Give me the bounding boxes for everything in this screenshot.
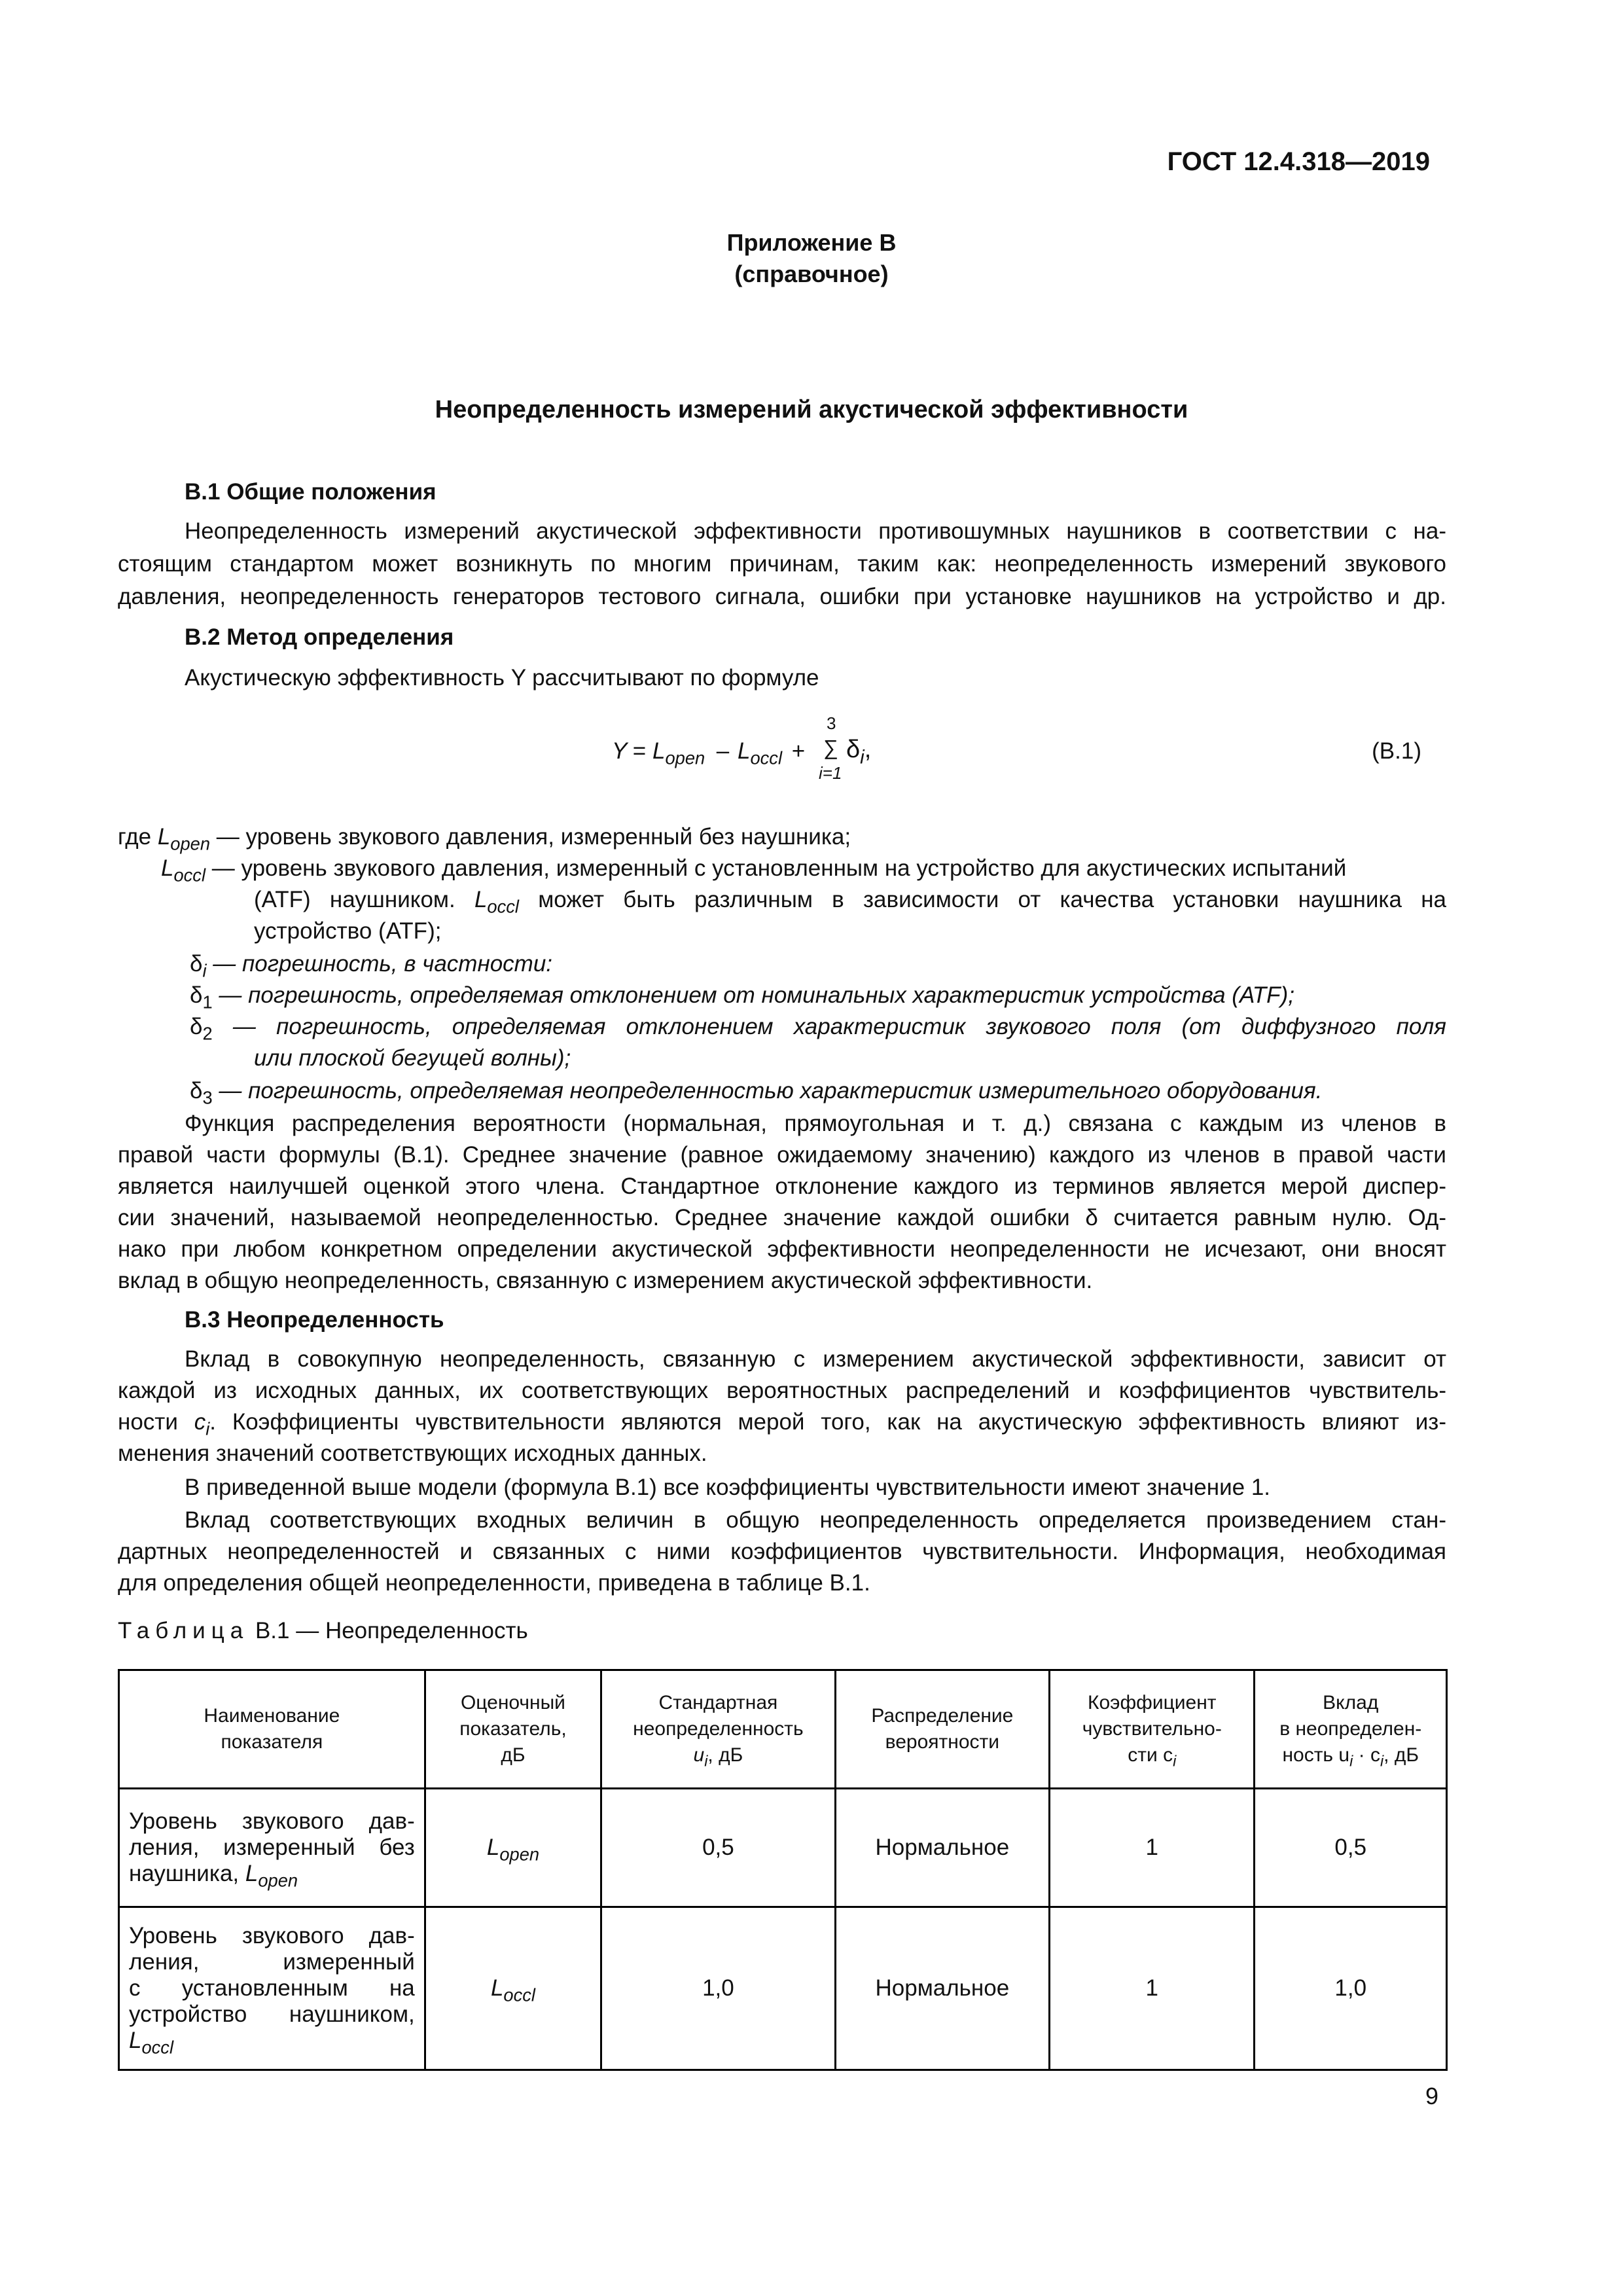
def-l-occl-2 — [254, 884, 1446, 916]
row-1-contribution: 0,5 — [1255, 1789, 1447, 1907]
row-1-coefficient: 1 — [1050, 1789, 1255, 1907]
def-delta-2-text1: — погрешность, определяемая отклонением характеристик звукового поля (от диффузного поля — [212, 1014, 1446, 1039]
s3-p1-line-3 — [118, 1407, 1446, 1438]
s3-p3-line-2: дартных неопределенностей и связанных с ними коэффициентов чувствительности. Информация, необходимая — [118, 1539, 1446, 1564]
s2-para-1: Функция распределения вероятности (нормальная, прямоугольная и т. д.) связана с каждым из членов в — [185, 1111, 1446, 1136]
def-delta-3 — [190, 1075, 1322, 1107]
def-l-open-sym: L — [157, 824, 171, 850]
row-2-u: 1,0 — [601, 1907, 835, 2070]
def-l-occl-1 — [161, 853, 1346, 884]
row-2-estimate: $L_{occl}$ — [425, 1907, 601, 2070]
header-standard-uncertainty: Стандартная неопределенность $u_i$, дБ — [601, 1670, 835, 1789]
def-delta-1-text: — погрешность, определяемая отклонением от номинальных характеристик устройства (АТF); — [212, 982, 1294, 1008]
table-row — [119, 1907, 1447, 2070]
formula-delta-symbol: δ — [846, 736, 861, 763]
def-delta-1 — [190, 980, 1294, 1011]
header-name: Наименование показателя — [119, 1670, 425, 1789]
s2-para-4: сии значений, называемой неопределенностью. Среднее значение каждой ошибки δ считается равным нулю. Од- — [118, 1205, 1446, 1230]
formula-l-occl — [738, 738, 783, 768]
formula-sum-top: 3 — [827, 713, 836, 733]
def-l-open — [118, 821, 851, 853]
s3-p3-line-1: Вклад соответствующих входных величин в общую неопределенность определяется произведением стан- — [185, 1507, 1446, 1533]
section-3-heading: В.3 Неопределенность — [185, 1307, 444, 1333]
s2-para-6: вклад в общую неопределенность, связанную с измерением акустической эффективности. — [118, 1268, 1093, 1293]
def-delta-3-text: — погрешность, определяемая неопределенностью характеристик измерительного оборудования. — [212, 1078, 1323, 1103]
formula-open-sub: open — [665, 747, 705, 768]
s2-para-5: нако при любом конкретном определении акустической эффективности неопределенности не исчезают, они вносят — [118, 1236, 1446, 1262]
formula-l2: L — [738, 738, 751, 764]
formula-delta — [846, 736, 872, 768]
standard-number: ГОСТ 12.4.318—2019 — [1167, 147, 1430, 176]
s1-line-1: Неопределенность измерений акустической эффективности противошумных наушников в соответствии с на- — [185, 518, 1446, 544]
def-delta-3-sym: δ — [190, 1078, 203, 1103]
def-delta-i-sub: i — [202, 960, 207, 981]
formula-sum-sign: ∑ — [823, 736, 838, 759]
def-l-occl-sub: occl — [173, 865, 206, 886]
s1-line-3: давления, неопределенность генераторов тестового сигнала, ошибки при установке наушников на устройство и др. — [118, 584, 1446, 609]
header-contribution: Вклад в неопределен- ность $u_i \cdot c_i$, дБ — [1255, 1670, 1447, 1789]
header-estimate: Оценочный показатель, дБ — [425, 1670, 601, 1789]
row-2-contribution: 1,0 — [1255, 1907, 1447, 2070]
formula-comma: , — [864, 736, 872, 763]
def-l-occl-text1: — уровень звукового давления, измеренный с установленным на устройство для акустических испытаний — [205, 855, 1347, 881]
formula-plus: + — [785, 738, 806, 764]
appendix-status: (справочное) — [734, 260, 889, 287]
s3-p1-line-3b: . Коэффициенты чувствительности являются мерой того, как на акустическую эффективность влияют из- — [209, 1409, 1446, 1435]
def-l-open-text: — уровень звукового давления, измеренный без наушника; — [210, 824, 851, 850]
formula-number: (В.1) — [1372, 738, 1421, 764]
appendix-title: Приложение В — [726, 229, 897, 256]
s3-p1-line-3a: ности — [118, 1409, 194, 1435]
table-row — [119, 1789, 1447, 1907]
where-word: где — [118, 824, 158, 850]
s3-ci: c — [194, 1409, 206, 1435]
row-1-distribution: Нормальное — [835, 1789, 1049, 1907]
section-2-heading: В.2 Метод определения — [185, 624, 454, 650]
def-l-occl-sub2: occl — [487, 896, 519, 917]
main-title: Неопределенность измерений акустической эффективности — [435, 396, 1188, 423]
s3-p2: В приведенной выше модели (формула В.1) все коэффициенты чувствительности имеют значение 1. — [185, 1475, 1271, 1500]
def-l-occl-3: устройство (АТF); — [254, 918, 442, 944]
formula-minus: – — [710, 738, 736, 764]
def-delta-1-sym: δ — [190, 982, 203, 1008]
def-delta-1-sub: 1 — [202, 992, 213, 1013]
row-1-name: Уровень звукового дав- ления, измеренный без наушника, $L_{open}$ — [119, 1789, 425, 1907]
def-l-occl-text2b: может быть различным в зависимости от качества установки наушника на — [518, 887, 1446, 912]
formula-sum-bottom — [819, 763, 842, 783]
def-l-open-sub: open — [170, 833, 211, 854]
formula-l-open — [652, 738, 705, 768]
s3-p1-line-1: Вклад в совокупную неопределенность, связанную с измерением акустической эффективности, зависит от — [185, 1346, 1446, 1372]
def-delta-i-text: — погрешность, в частности: — [206, 951, 553, 977]
uncertainty-table — [118, 1669, 1448, 2071]
table-header-row — [119, 1670, 1447, 1789]
s2-para-3: является наилучшей оценкой этого члена. Стандартное отклонение каждого из терминов является мерой диспер- — [118, 1174, 1446, 1199]
def-delta-2-sub: 2 — [202, 1023, 213, 1044]
s3-p3-line-3: для определения общей неопределенности, приведена в таблице В.1. — [118, 1570, 870, 1596]
formula — [612, 713, 887, 792]
table-caption — [118, 1615, 1446, 1647]
def-delta-2-2: или плоской бегущей волны); — [254, 1045, 571, 1071]
s3-ci-sub: i — [205, 1418, 210, 1439]
formula-eq: = — [626, 738, 652, 764]
def-delta-2-sym: δ — [190, 1014, 203, 1039]
header-coefficient: Коэффициент чувствительно- сти $c_i$ — [1050, 1670, 1255, 1789]
row-1-estimate: $L_{open}$ — [425, 1789, 601, 1907]
row-2-name: Уровень звукового дав- ления, измеренный с установленным на устройство наушником, $L_{occl}$ — [119, 1907, 425, 2070]
def-delta-i-sym: δ — [190, 951, 203, 977]
page-number: 9 — [1425, 2083, 1438, 2109]
def-l-occl-sym2: L — [474, 887, 488, 912]
s2-para-2: правой части формулы (В.1). Среднее значение (равное ожидаемому значению) каждого из членов в правой части — [118, 1142, 1446, 1168]
s3-p1-line-2: каждой из исходных данных, их соответствующих вероятностных распределений и коэффициентов чувствитель- — [118, 1378, 1446, 1403]
def-delta-2-1 — [190, 1011, 1446, 1043]
header-distribution: Распределение вероятности — [835, 1670, 1049, 1789]
def-delta-3-sub: 3 — [202, 1087, 213, 1108]
row-2-distribution: Нормальное — [835, 1907, 1049, 2070]
formula-l1: L — [652, 738, 666, 764]
row-2-coefficient: 1 — [1050, 1907, 1255, 2070]
formula-y: Y — [612, 738, 628, 764]
formula-delta-sub: i — [860, 746, 865, 768]
row-1-u: 0,5 — [601, 1789, 835, 1907]
section-1-heading: В.1 Общие положения — [185, 479, 437, 505]
table-caption-rest: В.1 — Неопределенность — [249, 1618, 528, 1643]
def-delta-i — [190, 948, 552, 980]
def-l-occl-text2: (АТF) наушником. — [254, 887, 474, 912]
table-caption-word: Таблица — [118, 1618, 249, 1643]
formula-sum-index: i=1 — [819, 763, 842, 783]
s1-line-2: стоящим стандартом может возникнуть по многим причинам, таким как: неопределенность измерений звукового — [118, 551, 1446, 577]
formula-occl-sub: occl — [750, 747, 783, 768]
s3-p1-line-4: менения значений соответствующих исходных данных. — [118, 1441, 707, 1466]
formula-intro: Акустическую эффективность Y рассчитывают по формуле — [185, 665, 819, 691]
def-l-occl-sym: L — [161, 855, 174, 881]
